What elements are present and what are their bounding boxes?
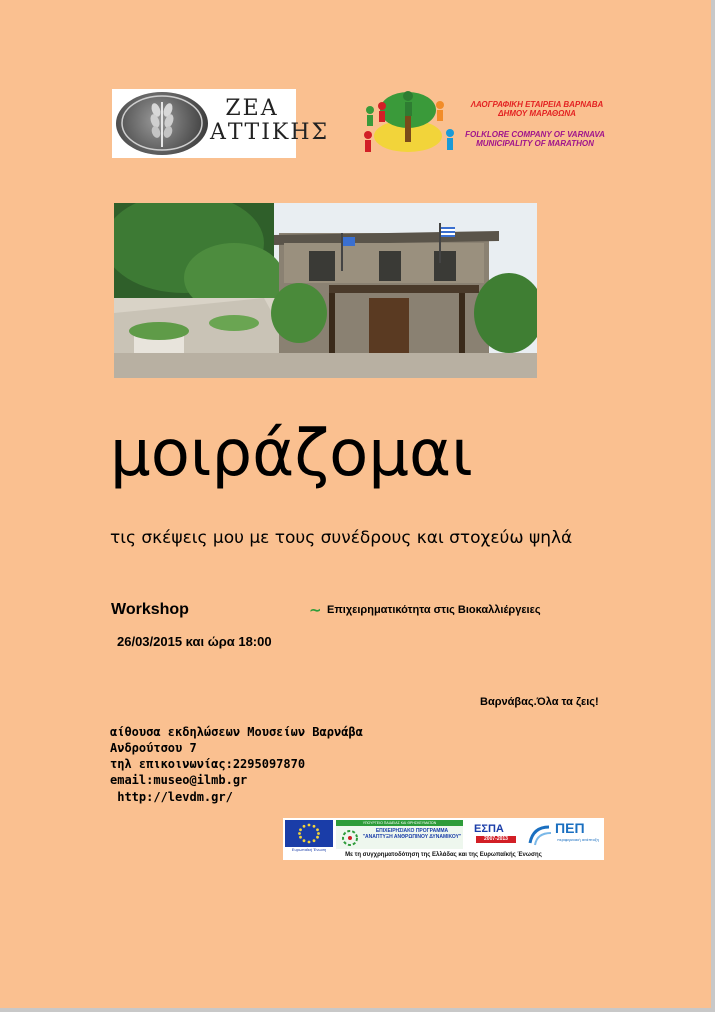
venue-line: αίθουσα εκδηλώσεων Μουσείων Βαρνάβα: [110, 725, 363, 739]
headline-subtitle: τις σκέψεις μου με τους συνέδρους και στοχεύω ψηλά: [110, 528, 573, 548]
folklore-english-name: FOLKLORE COMPANY OF VARNAVA MUNICIPALITY OF MARATHON: [465, 130, 605, 148]
eu-flag-icon: [285, 820, 333, 847]
tilde-bullet-icon: ∼: [309, 601, 322, 619]
headline-title: μοιράζομαι: [110, 417, 473, 491]
event-datetime: 26/03/2015 και ώρα 18:00: [117, 634, 272, 649]
espa-years: 2007-2013: [476, 836, 516, 843]
pep-logo: [525, 820, 602, 849]
funding-banner: [283, 818, 604, 860]
website-link[interactable]: http://levdm.gr/: [110, 790, 233, 804]
eu-caption: Ευρωπαϊκή Ένωση: [291, 847, 327, 852]
espa-logo: [466, 820, 522, 849]
operational-programme-logo: [336, 820, 463, 849]
op-header: ΥΠΟΥΡΓΕΙΟ ΠΑΙΔΕΙΑΣ ΚΑΙ ΘΡΗΣΚΕΥΜΑΤΩΝ: [336, 820, 463, 826]
museum-building-photo: [114, 203, 537, 378]
espa-title: ΕΣΠΑ: [474, 823, 504, 835]
pep-title: ΠΕΠ: [555, 820, 585, 836]
phone-line: τηλ επικοινωνίας:2295097870: [110, 757, 306, 771]
op-name: ΕΠΙΧΕΙΡΗΣΙΑΚΟ ΠΡΟΓΡΑΜΜΑ "ΑΝΑΠΤΥΞΗ ΑΝΘΡΩΠΙΝΟΥ ΔΥΝΑΜΙΚΟΥ": [362, 828, 462, 840]
children-tree-icon: [360, 88, 460, 160]
folklore-greek-name: ΛΑΟΓΡΑΦΙΚΗ ΕΤΑΙΡΕΙΑ ΒΑΡΝΑΒΑ ΔΗΜΟΥ ΜΑΡΑΘΩΝΑ: [470, 100, 604, 118]
workshop-topic: Επιχειρηματικότητα στις Βιοκαλλιέργειες: [327, 604, 541, 616]
email-line[interactable]: email:museo@ilmb.gr: [110, 773, 248, 787]
workshop-label: Workshop: [111, 601, 189, 618]
wheat-coin-icon: [116, 92, 208, 155]
pep-subtitle: περιφερειακή ανάπτυξη: [557, 837, 599, 842]
people-circle-icon: [340, 829, 360, 847]
zea-attikis-logo: [112, 89, 330, 158]
zea-attikis-text: ΖΕΑ ΑΤΤΙΚΗΣ: [210, 96, 330, 145]
folklore-company-logo: [360, 88, 610, 160]
slogan: Βαρνάβας.Όλα τα ζεις!: [480, 696, 599, 708]
address-line: Ανδρούτσου 7: [110, 741, 197, 755]
cofunding-note: Με τη συγχρηματοδότηση της Ελλάδας και της Ευρωπαϊκής Ένωσης: [345, 852, 542, 858]
pep-swirl-icon: [527, 823, 553, 847]
